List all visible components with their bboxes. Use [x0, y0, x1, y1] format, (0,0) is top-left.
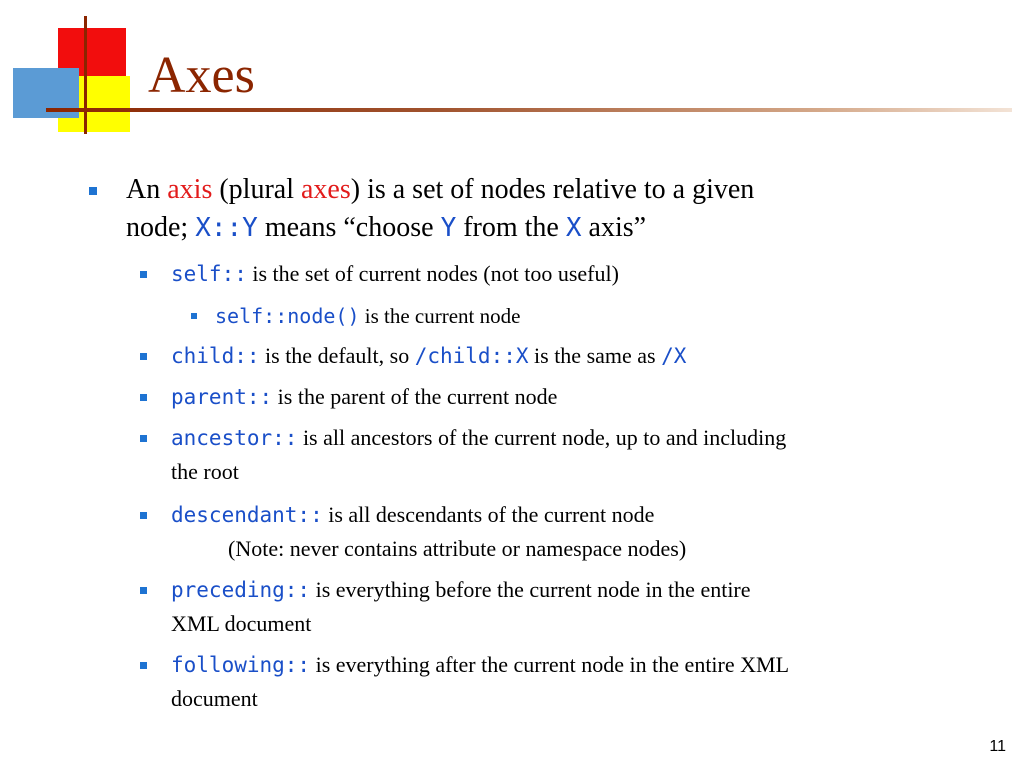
- intro-line-1: [126, 171, 926, 209]
- bullet-square-icon: [140, 271, 147, 278]
- text: is the same as: [528, 343, 662, 368]
- list-item-ancestor: [171, 421, 971, 489]
- logo-vertical-rule: [84, 16, 87, 134]
- bullet-square-icon: [140, 353, 147, 360]
- code: following::: [171, 653, 311, 677]
- term-axes: axes: [300, 174, 351, 205]
- text: is everything after the current node in the entire XML: [310, 652, 790, 677]
- code: ancestor::: [171, 426, 298, 450]
- line: document: [171, 686, 258, 711]
- line: [171, 648, 971, 682]
- code: preceding::: [171, 578, 311, 602]
- line: XML document: [171, 611, 312, 636]
- code: descendant::: [171, 503, 323, 527]
- line: the root: [171, 459, 239, 484]
- bullet-square-icon: [140, 512, 147, 519]
- code: self::: [171, 262, 247, 286]
- line: [171, 498, 971, 532]
- text: (plural: [212, 174, 301, 205]
- bullet-square-icon: [140, 662, 147, 669]
- intro-line-2: [126, 209, 926, 247]
- bullet-square-icon: [89, 187, 97, 195]
- list-item-following: [171, 648, 971, 716]
- text: means “choose: [257, 212, 441, 243]
- text: axis”: [581, 212, 647, 243]
- text: is the set of current nodes (not too useful): [246, 261, 619, 286]
- line: [171, 421, 971, 455]
- text: is everything before the current node in the entire: [310, 577, 751, 602]
- code-xy: X::Y: [195, 213, 258, 243]
- list-item-preceding: [171, 573, 971, 641]
- code: self::node(): [215, 304, 360, 328]
- text: is the parent of the current node: [272, 384, 558, 409]
- code: /child::X: [414, 344, 529, 368]
- slide-title: Axes: [148, 47, 255, 104]
- bullet-square-icon: [140, 435, 147, 442]
- code: child::: [171, 344, 260, 368]
- text: is the default, so: [259, 343, 415, 368]
- list-item-parent: [171, 380, 557, 414]
- text: An: [126, 174, 168, 205]
- bullet-square-icon: [140, 587, 147, 594]
- page-number: 11: [989, 738, 1006, 755]
- text: is the current node: [359, 304, 521, 328]
- list-item-self-node: [215, 301, 520, 331]
- note: (Note: never contains attribute or namespace nodes): [228, 536, 687, 561]
- term-axis: axis: [167, 174, 213, 205]
- line: [171, 573, 971, 607]
- list-item-self: [171, 257, 619, 291]
- list-item-descendant: [171, 498, 971, 566]
- code-x: X: [565, 213, 582, 243]
- title-underline: [46, 108, 1012, 112]
- code: parent::: [171, 385, 273, 409]
- text: node;: [126, 212, 196, 243]
- text: is all descendants of the current node: [322, 502, 655, 527]
- intro-paragraph: [126, 171, 926, 247]
- list-item-child: [171, 339, 686, 373]
- text: is all ancestors of the current node, up to and including: [297, 425, 787, 450]
- text: from the: [456, 212, 566, 243]
- bullet-square-icon: [140, 394, 147, 401]
- code-y: Y: [440, 213, 457, 243]
- code: /X: [661, 344, 687, 368]
- text: ) is a set of nodes relative to a given: [350, 174, 755, 205]
- bullet-square-icon: [191, 313, 197, 319]
